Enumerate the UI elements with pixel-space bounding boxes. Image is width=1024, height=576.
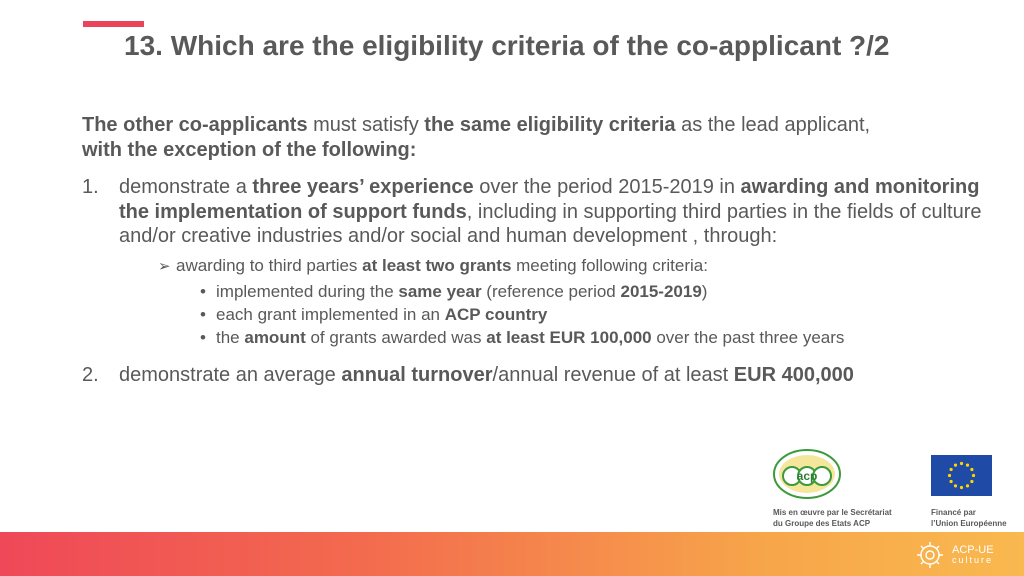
eu-caption-line: l’Union Européenne: [931, 519, 1007, 528]
eu-star-icon: [948, 474, 951, 477]
list-item-bold: ACP country: [444, 304, 548, 324]
criterion-2-bold: EUR 400,000: [733, 363, 854, 386]
acp-caption: [773, 507, 913, 529]
eu-star-icon: [950, 480, 953, 483]
bullet-dot-icon: •: [200, 327, 206, 347]
eu-caption-line: Financé par: [931, 508, 976, 517]
eu-star-icon: [970, 468, 973, 471]
list-item-part: ): [701, 281, 708, 301]
footer-gradient-bar: [0, 532, 1024, 576]
eu-star-icon: [966, 484, 969, 487]
sub-criterion-part: awarding to third parties: [176, 255, 363, 275]
acp-caption-line: du Groupe des Etats ACP: [773, 519, 871, 528]
eu-flag-icon: [931, 455, 992, 496]
list-item: [200, 303, 992, 326]
sub-criterion-grants: [158, 255, 992, 349]
list-item: [200, 326, 992, 349]
acp-caption-line: Mis en œuvre par le Secrétariat: [773, 508, 892, 517]
arrow-bullet-icon: ➢: [158, 257, 171, 275]
intro-paragraph: [82, 113, 992, 163]
criterion-1-bold: awarding and monitoring the implementation of support funds: [119, 176, 980, 223]
slide-body: [82, 113, 992, 387]
criterion-2-text: [119, 363, 992, 388]
criterion-1-part: demonstrate a: [119, 176, 253, 198]
list-item-bold: same year: [398, 281, 482, 301]
acp-logo-icon: [772, 446, 842, 500]
bullet-dot-icon: •: [200, 304, 206, 324]
criterion-1-part: , including in supporting third parties in the fields of culture and/or creative industries and/or social and human development , through:: [119, 200, 982, 247]
eu-star-icon: [954, 484, 957, 487]
list-item-part: (reference period: [481, 281, 621, 301]
list-item-part: implemented during the: [216, 281, 399, 301]
criterion-1-part: over the period 2015-2019 in: [473, 176, 741, 198]
title-accent-bar: [83, 21, 144, 27]
criterion-1: [82, 175, 992, 249]
intro-bold-1: The other co-applicants: [82, 114, 308, 136]
slide-title: 13. Which are the eligibility criteria of the co-applicant ?/2: [124, 30, 890, 61]
list-item-part: each grant implemented in an: [216, 304, 445, 324]
criterion-1-bold: three years’ experience: [252, 176, 474, 198]
acp-logo-text: acp: [796, 469, 818, 483]
grant-criteria-list: [200, 280, 992, 349]
criterion-2-part: /annual revenue of at least: [492, 363, 734, 386]
list-item-bold: at least EUR 100,000: [486, 327, 652, 347]
list-item-part: the: [216, 327, 245, 347]
intro-bold-3: the same eligibility criteria: [424, 114, 676, 136]
list-item-bold: 2015-2019: [620, 281, 702, 301]
list-item-part: over the past three years: [651, 327, 845, 347]
criterion-2-number: 2.: [82, 363, 99, 386]
eu-star-icon: [950, 468, 953, 471]
eu-star-icon: [972, 474, 975, 477]
intro-bold-5: with the exception of the following:: [82, 139, 417, 161]
eu-caption: [931, 507, 1021, 529]
criterion-2-part: demonstrate an average: [119, 363, 342, 386]
list-item: [200, 280, 992, 303]
eu-star-icon: [954, 464, 957, 467]
list-item-part: of grants awarded was: [305, 327, 487, 347]
intro-text-4: as the lead applicant,: [675, 114, 871, 136]
sub-criterion-bold: at least two grants: [362, 255, 512, 275]
sub-criterion-part: meeting following criteria:: [511, 255, 708, 275]
eu-star-icon: [966, 464, 969, 467]
bullet-dot-icon: •: [200, 281, 206, 301]
intro-text-2: must satisfy: [307, 114, 425, 136]
brand-line-1: ACP-UE: [952, 544, 994, 556]
criterion-2: [82, 363, 992, 388]
criterion-1-number: 1.: [82, 176, 99, 198]
eu-star-icon: [960, 462, 963, 465]
eu-star-icon: [960, 486, 963, 489]
brand-line-2: culture: [952, 555, 994, 565]
criterion-2-bold: annual turnover: [341, 363, 493, 386]
brand-wordmark: [952, 545, 994, 565]
criterion-1-text: [119, 175, 992, 249]
eu-star-icon: [970, 480, 973, 483]
list-item-bold: amount: [244, 327, 306, 347]
